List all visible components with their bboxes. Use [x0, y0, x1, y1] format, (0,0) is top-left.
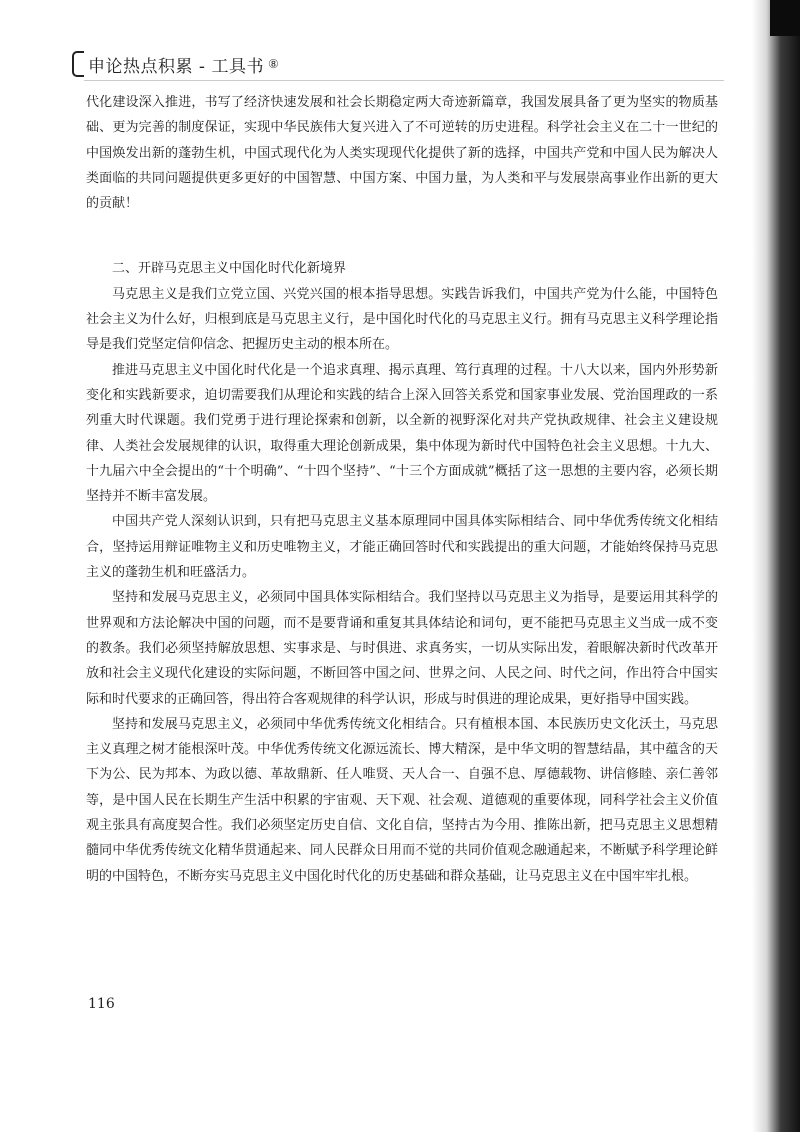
section-heading: 二、开辟马克思主义中国化时代化新境界	[112, 261, 347, 277]
header-divider	[84, 80, 724, 81]
section-paragraph: 推进马克思主义中国化时代化是一个追求真理、揭示真理、笃行真理的过程。十八大以来，国内外形势新变化和实践新要求，迫切需要我们从理论和实践的结合上深入回答关系党和国家事业发展、党治国理政的一系列重大时代课题。我们党勇于进行理论探索和创新，以全新的视野深化对共产党执政规律、社会主义建设规律、人类社会发展规律的认识，取得重大理论创新成果，集中体现为新时代中国特色社会主义思想。十九大、十九届六中全会提出的“十个明确”、“十四个坚持”、“十三个方面成就”概括了这一思想的主要内容，必须长期坚持并不断丰富发展。	[86, 362, 718, 505]
section-paragraph: 中国共产党人深刻认识到，只有把马克思主义基本原理同中国具体实际相结合、同中华优秀传统文化相结合，坚持运用辩证唯物主义和历史唯物主义，才能正确回答时代和实践提出的重大问题，才能始终保持马克思主义的蓬勃生机和旺盛活力。	[86, 514, 718, 581]
scan-binding-shadow	[752, 0, 800, 1132]
section-paragraph: 坚持和发展马克思主义，必须同中华优秀传统文化相结合。只有植根本国、本民族历史文化沃土，马克思主义真理之树才能根深叶茂。中华优秀传统文化源远流长、博大精深，是中华文明的智慧结晶，其中蕴含的天下为公、民为邦本、为政以德、革故鼎新、任人唯贤、天人合一、自强不息、厚德载物、讲信修睦、亲仁善邻等，是中国人民在长期生产生活中积累的宇宙观、天下观、社会观、道德观的重要体现，同科学社会主义价值观主张具有高度契合性。我们必须坚定历史自信、文化自信，坚持古为今用、推陈出新，把马克思主义思想精髓同中华优秀传统文化精华贯通起来、同人民群众日用而不觉的共同价值观念融通起来，不断赋予科学理论鲜明的中国特色，不断夯实马克思主义中国化时代化的历史基础和群众基础，让马克思主义在中国牢牢扎根。	[86, 716, 718, 884]
section-spacer	[86, 216, 718, 256]
header-title: 申论热点积累 - 工具书	[88, 56, 264, 77]
scan-corner-shadow	[770, 0, 800, 36]
section-paragraph: 坚持和发展马克思主义，必须同中国具体实际相结合。我们坚持以马克思主义为指导，是要运用其科学的世界观和方法论解决中国的问题，而不是要背诵和重复其具体结论和词句，更不能把马克思主义当成一成不变的教条。我们必须坚持解放思想、实事求是、与时俱进、求真务实，一切从实际出发，着眼解决新时代改革开放和社会主义现代化建设的实际问题，不断回答中国之问、世界之问、人民之问、时代之问，作出符合中国实际和时代要求的正确回答，得出符合客观规律的科学认识，形成与时俱进的理论成果，更好指导中国实践。	[86, 590, 718, 707]
section-paragraph: 马克思主义是我们立党立国、兴党兴国的根本指导思想。实践告诉我们，中国共产党为什么能，中国特色社会主义为什么好，归根到底是马克思主义行，是中国化时代化的马克思主义行。拥有马克思主义科学理论指导是我们党坚定信仰信念、把握历史主动的根本所在。	[86, 286, 718, 353]
continued-paragraph: 代化建设深入推进，书写了经济快速发展和社会长期稳定两大奇迹新篇章，我国发展具备了更为坚实的物质基础、更为完善的制度保证，实现中华民族伟大复兴进入了不可逆转的历史进程。科学社会主义在二十一世纪的中国焕发出新的蓬勃生机，中国式现代化为人类实现现代化提供了新的选择，中国共产党和中国人民为解决人类面临的共同问题提供更多更好的中国智慧、中国方案、中国力量，为人类和平与发展崇高事业作出新的更大的贡献！	[86, 95, 718, 212]
header-mark: ⑧	[267, 57, 279, 71]
page-number: 116	[88, 996, 115, 1012]
running-header	[72, 50, 279, 78]
header-bracket-icon	[72, 51, 84, 77]
body-text	[86, 90, 718, 889]
